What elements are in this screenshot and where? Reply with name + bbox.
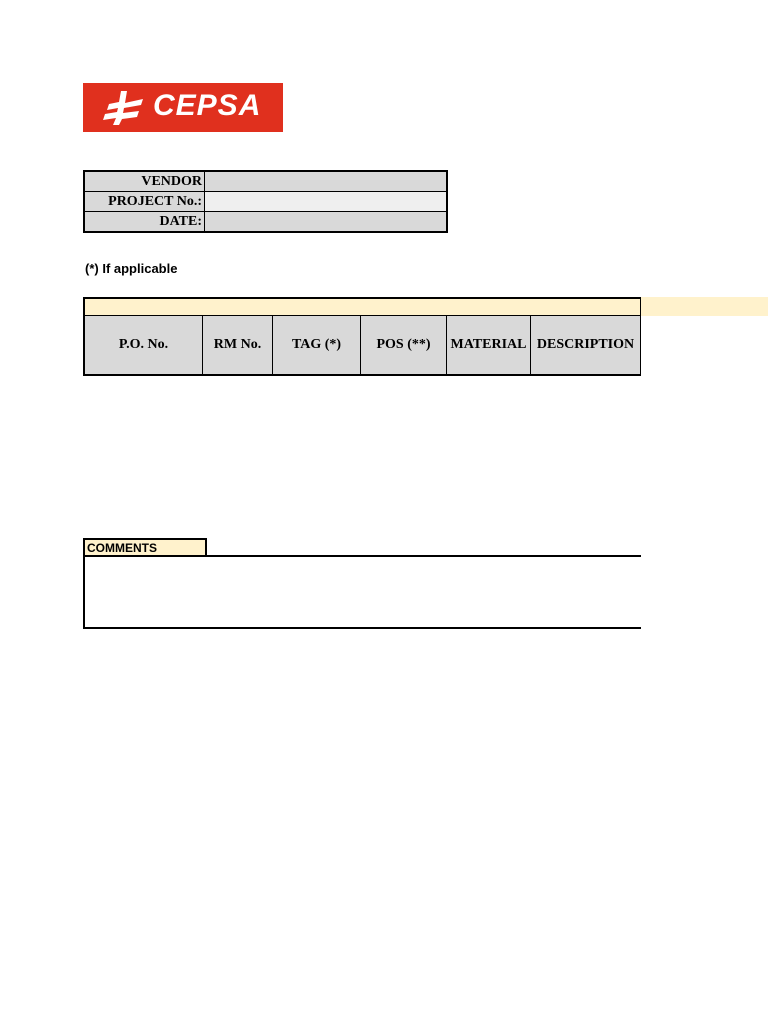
header-pos: POS (**) (361, 316, 447, 374)
vendor-label: VENDOR (85, 172, 205, 191)
vendor-info-table (83, 170, 448, 233)
header-rm-no: RM No. (203, 316, 273, 374)
cepsa-emblem-icon (99, 89, 149, 127)
logo-text: CEPSA (153, 89, 262, 122)
comments-field[interactable] (83, 555, 641, 629)
vendor-row (85, 172, 446, 192)
date-label: DATE: (85, 212, 205, 231)
vendor-field[interactable] (205, 172, 446, 191)
date-field[interactable] (205, 212, 446, 231)
header-material: MATERIAL (447, 316, 531, 374)
header-description: DESCRIPTION (531, 316, 641, 374)
table-banner[interactable] (83, 297, 641, 317)
project-row (85, 192, 446, 212)
date-row (85, 212, 446, 231)
cepsa-logo (83, 83, 283, 132)
table-header-row (83, 315, 641, 376)
header-po-no: P.O. No. (85, 316, 203, 374)
project-label: PROJECT No.: (85, 192, 205, 211)
header-tag: TAG (*) (273, 316, 361, 374)
project-field[interactable] (205, 192, 446, 211)
applicable-note: (*) If applicable (85, 261, 178, 276)
comments-label: COMMENTS (83, 538, 207, 557)
